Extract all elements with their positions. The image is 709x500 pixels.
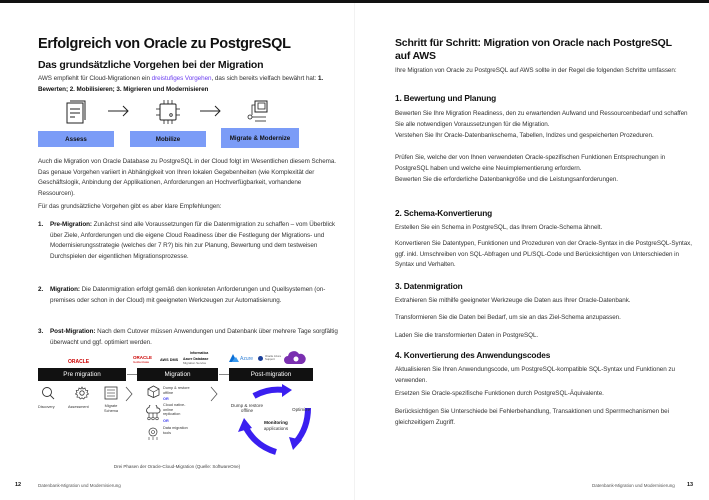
arrow-right-icon — [108, 105, 130, 117]
pre-step-assessment: Assessment — [68, 405, 89, 409]
oracle-support-logo: Oracle Azure Support — [265, 354, 282, 361]
numbered-list — [38, 220, 338, 262]
or-label: OR — [163, 419, 169, 423]
numbered-list — [38, 285, 338, 306]
cycle-monitoring: Monitoring — [264, 420, 288, 425]
aws-dms-logo: AWS DMS — [160, 358, 179, 362]
body-paragraph: Laden Sie die transformierten Daten in PostgreSQL. — [395, 332, 539, 339]
oracle-goldengate-logo: ORACLE — [133, 355, 152, 360]
body-paragraph: Bewerten Sie die erforderliche Datenbankgröße und die Leistungsanforderungen. — [395, 176, 618, 183]
step-migrate-modernize: Migrate & Modernize — [221, 128, 299, 148]
gear-icon — [75, 386, 89, 400]
migration-phases-diagram — [30, 348, 330, 463]
azure-logo-icon — [229, 354, 239, 362]
chevron-right-icon — [125, 386, 133, 402]
page-footer: Datenbank-Migration und Modernisierung — [38, 483, 121, 488]
section-heading: 4. Konvertierung des Anwendungscodes — [395, 350, 551, 360]
body-paragraph: Konvertieren Sie Datentypen, Funktionen und Prozeduren von der Oracle-Syntax in die PostgreSQL-Syntax, ggf. inkl. Umschreiben von SQL-Abfragen und PL/SQL-Code und Berücksichtigen von Unterschieden in Syntax und Verhalten. — [395, 240, 692, 269]
body-paragraph: Berücksichtigen Sie Unterschiede bei Fehlerbehandlung, Transaktionen und Sperrmechanismen bei gleichzeitigem Zugriff. — [395, 408, 669, 426]
option-data-migration-tools: Data migration tools — [163, 426, 188, 435]
phase-connector — [219, 374, 229, 375]
list-term: Migration: — [50, 286, 80, 293]
list-term: Pre-Migration: — [50, 221, 92, 228]
data-tools-icon — [146, 427, 160, 442]
step-assess: Assess — [38, 131, 114, 147]
phase-migration: Migration — [137, 368, 218, 381]
chip-icon — [156, 99, 180, 125]
body-paragraph: Verstehen Sie Ihr Oracle-Datenbankschema, Tabellen, Indizes und gespeicherten Prozeduren. — [395, 132, 654, 139]
page-number: 13 — [687, 482, 694, 488]
numbered-list — [38, 327, 338, 348]
migrate-device-icon — [246, 99, 270, 125]
figure-caption: Drei Phasen der Oracle-Cloud-Migration (Quelle: SoftwareOne) — [113, 464, 241, 469]
cycle-dump-restore: Dump & restore offline — [230, 403, 264, 414]
intro-text-middle: , das sich bereits vielfach bewährt hat: — [211, 75, 318, 82]
body-paragraph: Für das grundsätzliche Vorgehen gibt es aber klare Empfehlungen: — [38, 203, 222, 210]
list-text: Die Datenmigration erfolgt gemäß den konkreten Anforderungen und Quellsystemen (on-premises oder schon in der Cloud) mit geeigneten Werkzeugen zur Automatisierung. — [50, 286, 326, 304]
chevron-right-icon — [210, 386, 218, 402]
section-heading: 1. Bewertung und Planung — [395, 93, 497, 103]
intro-paragraph: Ihre Migration von Oracle zu PostgreSQL auf AWS sollte in der Regel die folgenden Schritte umfassen: — [395, 67, 677, 74]
phase-connector — [127, 374, 137, 375]
oracle-logo: ORACLE — [68, 359, 90, 365]
arrow-right-icon — [200, 105, 222, 117]
intro-text: AWS empfiehlt für Cloud-Migrationen ein — [38, 75, 152, 82]
section-heading: 3. Datenmigration — [395, 281, 463, 291]
body-paragraph: Extrahieren Sie mithilfe geeigneter Werkzeuge die Daten aus Ihrer Oracle-Datenbank. — [395, 297, 631, 304]
section-heading: 2. Schema-Konvertierung — [395, 208, 493, 218]
schema-icon — [104, 386, 118, 400]
body-paragraph: Auch die Migration von Oracle Database zu PostgreSQL in der Cloud folgt im Wesentlichen diesem Schema. Das genaue Vorgehen variiert in Abhängigkeit von Ihren lokalen Gegebenheiten (wie Komplexität der Geschäftslogik, Anbindung der Applikationen, Anforderungen an Hochverfügbarkeit, vorhandene Ressourcen). — [38, 158, 337, 197]
list-text: Nach dem Cutover müssen Anwendungen und Datenbank über mehrere Tage sorgfältig überwacht und ggf. optimiert werden. — [50, 328, 338, 346]
page-number: 12 — [15, 482, 22, 488]
body-paragraph: Aktualisieren Sie Ihren Anwendungscode, um PostgreSQL-kompatible SQL-Syntax und Funktionen zu verwenden. — [395, 366, 675, 384]
cube-icon — [147, 385, 160, 398]
option-dump-restore: Dump & restore offline — [163, 386, 190, 395]
list-number: 3. — [38, 328, 44, 335]
cloud-migration-logo-icon — [284, 350, 306, 365]
three-step-diagram — [38, 99, 291, 154]
pre-step-migrate-schema: Migrate Schema — [104, 404, 118, 413]
cycle-applications: applications — [263, 426, 289, 431]
cycle-optimize: Optimize — [292, 407, 311, 412]
list-number: 1. — [38, 221, 44, 228]
body-paragraph: Erstellen Sie ein Schema in PostgreSQL, das Ihrem Oracle-Schema ähnelt. — [395, 224, 603, 231]
right-page — [355, 3, 709, 500]
informatica-logo: Informatica — [190, 351, 209, 355]
step-mobilize: Mobilize — [130, 131, 206, 147]
body-paragraph: Bewerten Sie Ihre Migration Readiness, den zu erwartenden Aufwand und Ressourcenbedarf und schaffen Sie alle notwendigen Voraussetzungen für die Migration. — [395, 110, 688, 128]
list-item — [38, 327, 338, 348]
or-label: OR — [163, 397, 169, 401]
option-cloud-native: Cloud native-online replication — [163, 403, 186, 417]
cloud-replication-icon — [145, 405, 161, 421]
list-text: Zunächst sind alle Voraussetzungen für die Datenmigration zu schaffen – vom Überblick über Ziele, Anforderungen und die eigene Cloud Readiness über die Festlegung der Migrations- und Modernisierungsstrategie (welches der 7 R?) bis hin zur Planung, Bewertung und dem testweisen Durchspielen der eigentlichen Migrationsprozesse. — [50, 221, 336, 260]
phase-post-migration: Post-migration — [229, 368, 313, 381]
goldengate-label: GoldenGate — [133, 360, 150, 364]
page-footer: Datenbank-Migration und Modernisierung — [592, 483, 675, 488]
body-paragraph: Transformieren Sie die Daten bei Bedarf, um sie an das Ziel-Schema anzupassen. — [395, 314, 621, 321]
left-page — [0, 3, 354, 500]
intro-bold-steps: 1. Bewerten; 2. Mobilisieren; 3. Migrieren und Modernisieren — [38, 75, 324, 93]
azure-database-logo: Azure Database — [183, 357, 209, 361]
list-item — [38, 220, 338, 262]
intro-paragraph — [38, 74, 338, 95]
magnifier-icon — [41, 386, 55, 400]
body-paragraph: Ersetzen Sie Oracle-spezifische Funktionen durch PostgreSQL-Äquivalente. — [395, 390, 604, 397]
page-title: Schritt für Schritt: Migration von Oracle nach PostgreSQL auf AWS — [395, 37, 672, 62]
list-number: 2. — [38, 286, 44, 293]
page-title: Erfolgreich von Oracle zu PostgreSQL — [38, 36, 291, 52]
aws-approach-link[interactable]: dreistufiges Vorgehen — [151, 75, 212, 82]
pre-step-discovery: Discovery — [38, 405, 55, 409]
list-item — [38, 285, 338, 306]
section-heading: Das grundsätzliche Vorgehen bei der Migration — [38, 59, 264, 71]
phase-pre-migration: Pre migration — [38, 368, 126, 381]
azure-dms-label: Migration Service — [183, 361, 207, 365]
list-term: Post-Migration: — [50, 328, 96, 335]
oracle-support-logo-icon — [258, 356, 263, 361]
body-paragraph: Prüfen Sie, welche der von Ihnen verwendeten Oracle-spezifischen Funktionen Entsprechungen in PostgreSQL haben und welche eine Neuimplementierung erfordern. — [395, 154, 666, 172]
document-icon — [64, 99, 88, 125]
azure-logo: Azure — [240, 356, 254, 362]
